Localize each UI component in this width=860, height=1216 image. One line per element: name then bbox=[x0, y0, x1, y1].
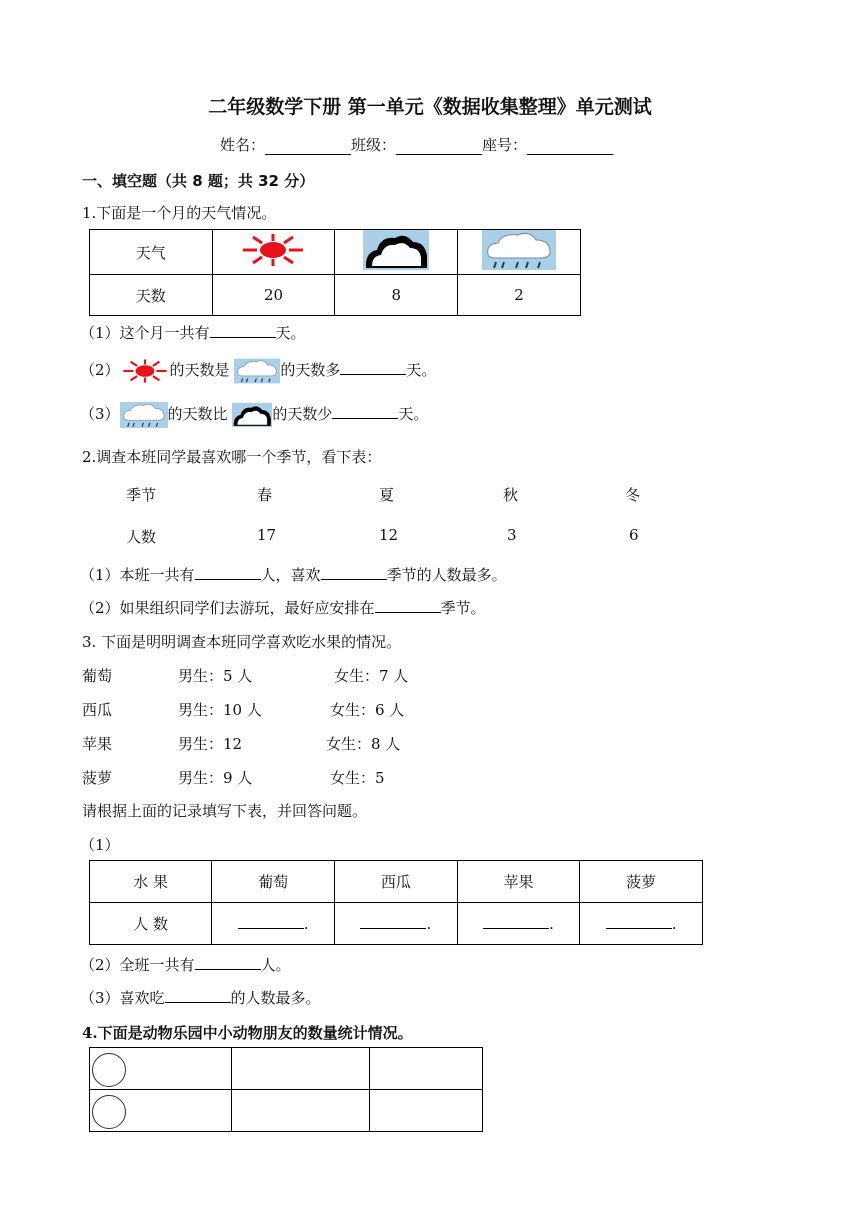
page-title: 二年级数学下册 第一单元《数据收集整理》单元测试 bbox=[208, 96, 652, 118]
q2-sub2 bbox=[80, 597, 486, 618]
class-label: 班级： bbox=[351, 136, 397, 154]
q1-sub2-prefix: （2） bbox=[80, 361, 120, 379]
season-count-autumn: 3 bbox=[507, 526, 517, 544]
blank-period: . bbox=[303, 915, 309, 933]
fruit-count-blank[interactable] bbox=[360, 914, 426, 929]
fruit-count-blank[interactable] bbox=[238, 914, 304, 929]
fruit-table-pineapple: 菠萝 bbox=[580, 861, 703, 903]
q2-sub1 bbox=[80, 564, 507, 585]
season-count-spring: 17 bbox=[257, 526, 277, 544]
name-field[interactable] bbox=[265, 138, 351, 155]
q1-sub2-end: 天。 bbox=[406, 361, 437, 379]
q1-sub2 bbox=[80, 358, 436, 384]
animal-cell bbox=[232, 1048, 369, 1090]
q3-sub2-text: （2）全班一共有 bbox=[80, 956, 195, 974]
fruit-boys: 男生：10 人 bbox=[178, 701, 262, 719]
fruit-count-cell bbox=[335, 903, 458, 945]
q1-sub1-text: （1）这个月一共有 bbox=[80, 324, 210, 342]
days-row-label: 天数 bbox=[90, 275, 213, 316]
q3-instruction: 请根据上面的记录填写下表，并回答问题。 bbox=[82, 802, 368, 820]
fruit-count-cell bbox=[580, 903, 703, 945]
q1-sub2-mid2: 的天数多 bbox=[280, 361, 341, 379]
q3-sub3-blank[interactable] bbox=[165, 988, 231, 1003]
q3-sub2-blank[interactable] bbox=[195, 955, 261, 970]
blank-period: . bbox=[549, 915, 554, 933]
weather-cell-cloud bbox=[335, 230, 458, 275]
circle-icon bbox=[92, 1053, 126, 1087]
class-field[interactable] bbox=[396, 138, 482, 155]
fruit-girls: 女生：6 人 bbox=[330, 701, 405, 719]
q3-sub3 bbox=[80, 987, 321, 1008]
sun-icon bbox=[239, 232, 307, 268]
name-label: 姓名： bbox=[220, 136, 266, 154]
fruit-girls: 女生：8 人 bbox=[326, 735, 401, 753]
fruit-table-header-label: 水 果 bbox=[90, 861, 212, 903]
rain-cloud-icon bbox=[482, 230, 556, 270]
weather-cell-sun bbox=[212, 230, 335, 275]
fruit-name: 苹果 bbox=[82, 735, 113, 753]
circle-icon bbox=[92, 1095, 126, 1129]
fruit-table-grape: 葡萄 bbox=[212, 861, 335, 903]
animal-cell bbox=[90, 1048, 232, 1090]
fruit-name: 葡萄 bbox=[82, 667, 113, 685]
season-count-summer: 12 bbox=[379, 526, 399, 544]
fruit-name: 西瓜 bbox=[82, 701, 113, 719]
weather-cell-rain bbox=[458, 230, 581, 275]
weather-row-label: 天气 bbox=[90, 230, 213, 275]
season-winter: 冬 bbox=[625, 486, 641, 504]
fruit-count-cell bbox=[457, 903, 580, 945]
fruit-table-row-label: 人 数 bbox=[90, 903, 212, 945]
rain-cloud-icon bbox=[120, 402, 168, 428]
q3-sub2-end: 人。 bbox=[260, 956, 291, 974]
sun-icon bbox=[120, 358, 170, 384]
fruit-boys: 男生：9 人 bbox=[178, 769, 253, 787]
q3-sub3-end: 的人数最多。 bbox=[230, 989, 321, 1007]
q1-sub2-blank[interactable] bbox=[340, 360, 406, 375]
q3-sub2 bbox=[80, 954, 291, 975]
q1-sub3 bbox=[80, 401, 428, 429]
season-header-label: 季节 bbox=[126, 486, 157, 504]
fruit-count-blank[interactable] bbox=[606, 914, 672, 929]
q3-sub1-label: （1） bbox=[80, 836, 120, 854]
q1-sub2-mid: 的天数是 bbox=[169, 361, 230, 379]
section-heading: 一、填空题（共 8 题；共 32 分） bbox=[82, 172, 315, 190]
fruit-table bbox=[89, 860, 703, 945]
season-count-label: 人数 bbox=[126, 528, 157, 546]
fruit-count-blank[interactable] bbox=[483, 914, 549, 929]
days-sun: 20 bbox=[212, 275, 335, 316]
q1-sub3-prefix: （3） bbox=[80, 405, 120, 423]
blank-period: . bbox=[671, 915, 677, 933]
season-autumn: 秋 bbox=[503, 486, 519, 504]
q2-sub2-end: 季节。 bbox=[440, 599, 486, 617]
student-info-line bbox=[220, 134, 613, 155]
q2-sub1-blank2[interactable] bbox=[321, 565, 387, 580]
rain-cloud-icon bbox=[234, 358, 280, 384]
q2-sub1-mid: 人，喜欢 bbox=[260, 566, 321, 584]
q3-stem: 3. 下面是明明调查本班同学喜欢吃水果的情况。 bbox=[82, 633, 402, 651]
blank-period: . bbox=[426, 915, 432, 933]
q1-stem: 1.下面是一个月的天气情况。 bbox=[82, 204, 277, 222]
q2-sub2-text: （2）如果组织同学们去游玩，最好应安排在 bbox=[80, 599, 375, 617]
season-summer: 夏 bbox=[379, 486, 395, 504]
q1-sub3-blank[interactable] bbox=[332, 404, 398, 419]
fruit-boys: 男生：5 人 bbox=[178, 667, 253, 685]
animal-cell bbox=[90, 1090, 232, 1132]
q3-sub3-text: （3）喜欢吃 bbox=[80, 989, 165, 1007]
q2-sub1-end: 季节的人数最多。 bbox=[386, 566, 507, 584]
animal-table bbox=[89, 1047, 483, 1132]
days-rain: 2 bbox=[458, 275, 581, 316]
q1-sub3-mid: 的天数比 bbox=[167, 405, 228, 423]
seat-field[interactable] bbox=[527, 138, 613, 155]
q2-stem: 2.调查本班同学最喜欢哪一个季节，看下表： bbox=[82, 448, 382, 466]
q1-sub3-end: 天。 bbox=[398, 405, 429, 423]
weather-table bbox=[89, 229, 581, 316]
seat-label: 座号： bbox=[482, 136, 528, 154]
fruit-count-cell bbox=[212, 903, 335, 945]
days-cloud: 8 bbox=[335, 275, 458, 316]
q2-sub2-blank[interactable] bbox=[375, 598, 441, 613]
q1-sub1-blank[interactable] bbox=[210, 323, 276, 338]
animal-cell bbox=[232, 1090, 369, 1132]
season-spring: 春 bbox=[257, 486, 273, 504]
fruit-girls: 女生：7 人 bbox=[334, 667, 409, 685]
q1-sub1-end: 天。 bbox=[275, 324, 306, 342]
q1-sub3-mid2: 的天数少 bbox=[272, 405, 333, 423]
q1-sub1 bbox=[80, 322, 306, 343]
fruit-name: 菠萝 bbox=[82, 769, 113, 787]
cloud-icon bbox=[363, 230, 429, 270]
fruit-table-apple: 苹果 bbox=[457, 861, 580, 903]
season-count-winter: 6 bbox=[629, 526, 639, 544]
q2-sub1-text: （1）本班一共有 bbox=[80, 566, 195, 584]
q2-sub1-blank1[interactable] bbox=[195, 565, 261, 580]
q4-stem: 4.下面是动物乐园中小动物朋友的数量统计情况。 bbox=[82, 1024, 413, 1042]
cloud-icon bbox=[232, 401, 272, 429]
fruit-boys: 男生：12 bbox=[178, 735, 243, 753]
animal-cell bbox=[369, 1048, 482, 1090]
animal-cell bbox=[369, 1090, 482, 1132]
fruit-girls: 女生：5 bbox=[330, 769, 385, 787]
fruit-table-watermelon: 西瓜 bbox=[335, 861, 458, 903]
